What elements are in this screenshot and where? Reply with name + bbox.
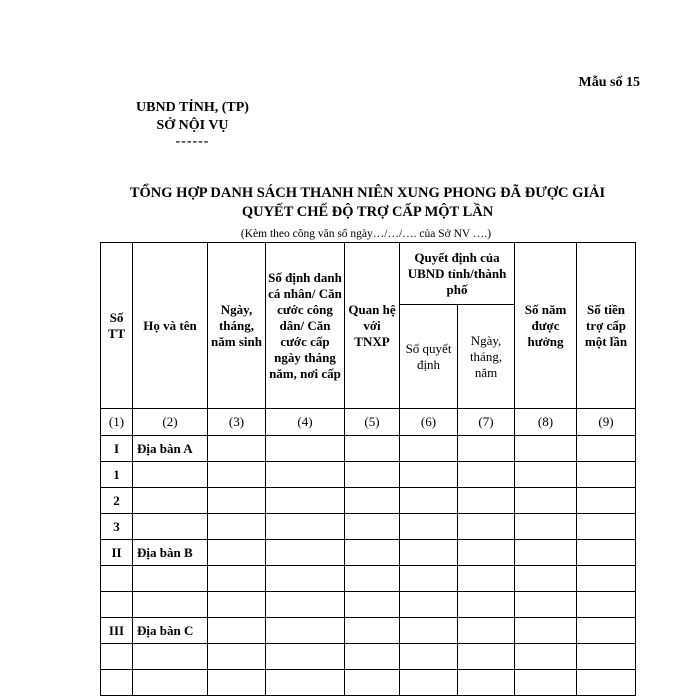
title-line-2: QUYẾT CHẾ ĐỘ TRỢ CẤP MỘT LẦN xyxy=(241,204,494,220)
table-row xyxy=(101,592,636,618)
empty-cell xyxy=(400,670,458,696)
empty-cell xyxy=(515,436,577,462)
empty-cell xyxy=(266,514,345,540)
empty-cell xyxy=(515,462,577,488)
empty-cell xyxy=(400,514,458,540)
empty-cell xyxy=(458,514,515,540)
empty-cell xyxy=(345,644,400,670)
column-number: (1) xyxy=(101,409,133,436)
empty-cell xyxy=(458,540,515,566)
header-id-number: Số định danh cá nhân/ Căn cước công dân/ Căn cước cấp ngày tháng năm, nơi cấp xyxy=(266,243,345,409)
empty-cell xyxy=(515,488,577,514)
empty-cell xyxy=(208,488,266,514)
empty-cell xyxy=(515,644,577,670)
column-number: (2) xyxy=(133,409,208,436)
document-title xyxy=(90,184,645,222)
table-row xyxy=(101,540,636,566)
empty-cell xyxy=(345,436,400,462)
empty-cell xyxy=(515,670,577,696)
empty-cell xyxy=(400,644,458,670)
row-name: Địa bàn C xyxy=(133,618,208,644)
row-stt: II xyxy=(101,540,133,566)
empty-cell xyxy=(400,618,458,644)
empty-cell xyxy=(208,462,266,488)
column-number: (5) xyxy=(345,409,400,436)
empty-cell xyxy=(266,488,345,514)
empty-cell xyxy=(266,540,345,566)
table-row xyxy=(101,436,636,462)
empty-cell xyxy=(345,592,400,618)
header-decision-group: Quyết định của UBND tỉnh/thành phố xyxy=(400,243,515,305)
row-stt xyxy=(101,670,133,696)
empty-cell xyxy=(577,488,636,514)
empty-cell xyxy=(400,566,458,592)
header-name: Họ và tên xyxy=(133,243,208,409)
empty-cell xyxy=(208,436,266,462)
empty-cell xyxy=(458,618,515,644)
column-number: (3) xyxy=(208,409,266,436)
beneficiary-table xyxy=(100,242,636,696)
empty-cell xyxy=(345,540,400,566)
header-relation: Quan hệ với TNXP xyxy=(345,243,400,409)
empty-cell xyxy=(458,592,515,618)
header-decision-date: Ngày, tháng, năm xyxy=(458,305,515,409)
empty-cell xyxy=(515,618,577,644)
agency-divider: ------ xyxy=(175,134,210,149)
header-amount: Số tiền trợ cấp một lần xyxy=(577,243,636,409)
empty-cell xyxy=(515,566,577,592)
table-row xyxy=(101,462,636,488)
empty-cell xyxy=(266,670,345,696)
table-row xyxy=(101,514,636,540)
empty-cell xyxy=(345,462,400,488)
empty-cell xyxy=(577,618,636,644)
row-stt xyxy=(101,644,133,670)
empty-cell xyxy=(515,592,577,618)
empty-cell xyxy=(577,514,636,540)
empty-cell xyxy=(266,592,345,618)
empty-cell xyxy=(577,592,636,618)
empty-cell xyxy=(458,488,515,514)
empty-cell xyxy=(208,592,266,618)
empty-cell xyxy=(515,540,577,566)
table-row xyxy=(101,644,636,670)
empty-cell xyxy=(208,670,266,696)
empty-cell xyxy=(208,540,266,566)
row-name xyxy=(133,644,208,670)
empty-cell xyxy=(577,670,636,696)
column-number: (4) xyxy=(266,409,345,436)
column-number: (6) xyxy=(400,409,458,436)
form-code: Mẫu số 15 xyxy=(578,75,640,90)
row-stt: 3 xyxy=(101,514,133,540)
empty-cell xyxy=(345,488,400,514)
row-name xyxy=(133,462,208,488)
empty-cell xyxy=(458,566,515,592)
empty-cell xyxy=(458,436,515,462)
row-stt: I xyxy=(101,436,133,462)
column-number: (8) xyxy=(515,409,577,436)
empty-cell xyxy=(266,462,345,488)
empty-cell xyxy=(400,436,458,462)
agency-line-2: SỞ NỘI VỤ xyxy=(156,118,229,133)
empty-cell xyxy=(266,436,345,462)
row-stt xyxy=(101,592,133,618)
empty-cell xyxy=(577,462,636,488)
empty-cell xyxy=(458,644,515,670)
header-years: Số năm được hưởng xyxy=(515,243,577,409)
row-stt: III xyxy=(101,618,133,644)
empty-cell xyxy=(208,644,266,670)
empty-cell xyxy=(458,670,515,696)
row-name xyxy=(133,670,208,696)
document-subtitle: (Kèm theo công văn số ngày…/…/…. của Sở NV ….) xyxy=(240,228,492,240)
empty-cell xyxy=(208,618,266,644)
empty-cell xyxy=(266,644,345,670)
column-number: (7) xyxy=(458,409,515,436)
header-dob: Ngày, tháng, năm sinh xyxy=(208,243,266,409)
empty-cell xyxy=(400,488,458,514)
column-number: (9) xyxy=(577,409,636,436)
row-stt: 1 xyxy=(101,462,133,488)
empty-cell xyxy=(458,462,515,488)
empty-cell xyxy=(266,618,345,644)
empty-cell xyxy=(266,566,345,592)
row-name xyxy=(133,592,208,618)
issuing-agency xyxy=(110,99,275,149)
empty-cell xyxy=(577,540,636,566)
empty-cell xyxy=(345,566,400,592)
row-name xyxy=(133,566,208,592)
empty-cell xyxy=(515,514,577,540)
agency-line-1: UBND TỈNH, (TP) xyxy=(136,100,249,115)
column-number-row xyxy=(101,409,636,436)
empty-cell xyxy=(400,462,458,488)
empty-cell xyxy=(400,540,458,566)
row-name: Địa bàn B xyxy=(133,540,208,566)
table-row xyxy=(101,670,636,696)
empty-cell xyxy=(345,670,400,696)
title-line-1: TỔNG HỢP DANH SÁCH THANH NIÊN XUNG PHONG ĐÃ ĐƯỢC GIẢI xyxy=(129,185,606,201)
row-name xyxy=(133,514,208,540)
table-row xyxy=(101,566,636,592)
row-name xyxy=(133,488,208,514)
table-row xyxy=(101,618,636,644)
empty-cell xyxy=(208,566,266,592)
header-decision-number: Số quyết định xyxy=(400,305,458,409)
row-name: Địa bàn A xyxy=(133,436,208,462)
empty-cell xyxy=(577,644,636,670)
empty-cell xyxy=(577,436,636,462)
empty-cell xyxy=(208,514,266,540)
empty-cell xyxy=(345,514,400,540)
empty-cell xyxy=(400,592,458,618)
table-row xyxy=(101,488,636,514)
empty-cell xyxy=(345,618,400,644)
empty-cell xyxy=(577,566,636,592)
row-stt: 2 xyxy=(101,488,133,514)
header-stt: Số TT xyxy=(101,243,133,409)
row-stt xyxy=(101,566,133,592)
